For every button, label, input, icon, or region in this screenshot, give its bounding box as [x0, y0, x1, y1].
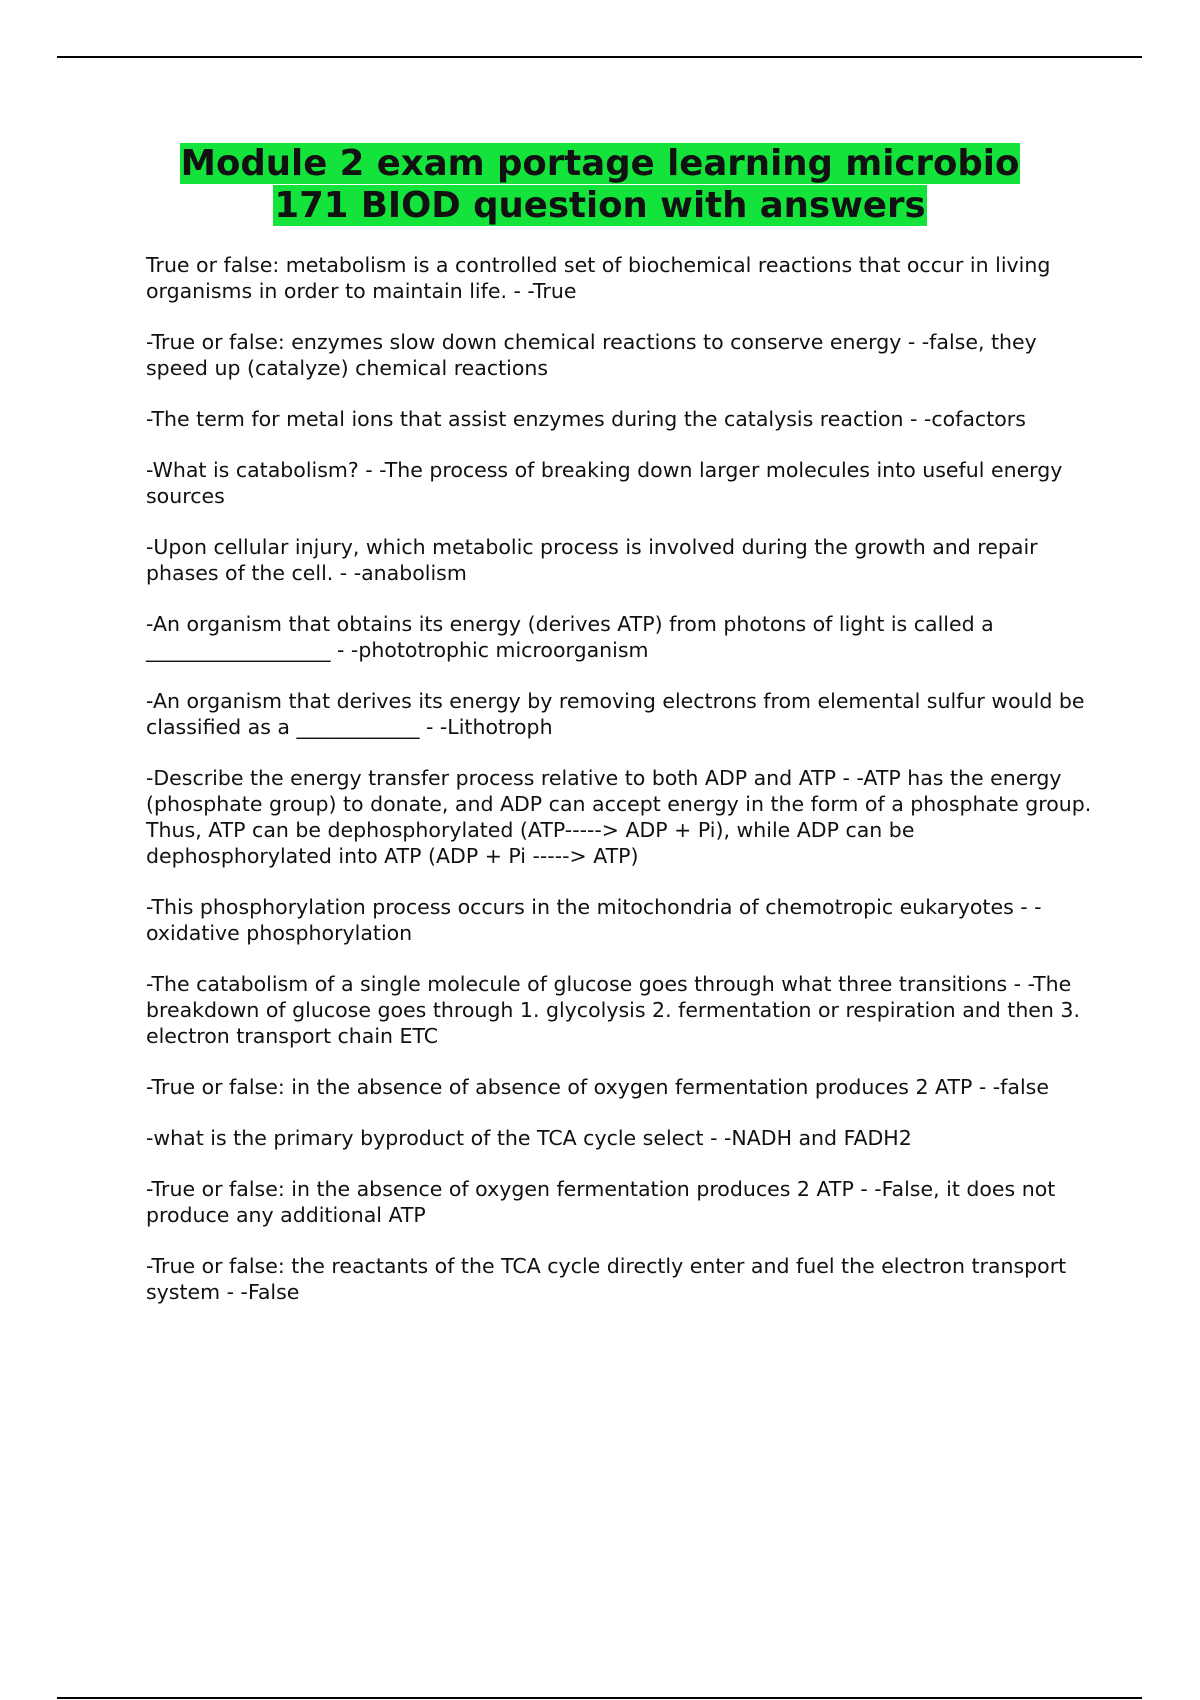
- qa-item: -What is catabolism? - -The process of breaking down larger molecules into useful energy sources: [146, 458, 1063, 508]
- qa-item: -Upon cellular injury, which metabolic process is involved during the growth and repair phases of the cell. - -anabolism: [146, 535, 1038, 585]
- title-line-2: 171 BIOD question with answers: [274, 185, 926, 226]
- document-title: [100, 143, 1100, 227]
- qa-item: -This phosphorylation process occurs in the mitochondria of chemotropic eukaryotes - -oxidative phosphorylation: [146, 895, 1042, 945]
- qa-item: True or false: metabolism is a controlled set of biochemical reactions that occur in living organisms in order to maintain life. - -True: [146, 253, 1051, 303]
- qa-item: -An organism that derives its energy by removing electrons from elemental sulfur would be classified as a ____________ - -Lithotroph: [146, 689, 1085, 739]
- qa-item: -True or false: in the absence of oxygen fermentation produces 2 ATP - -False, it does not produce any additional ATP: [146, 1177, 1056, 1227]
- qa-item: -The term for metal ions that assist enzymes during the catalysis reaction - -cofactors: [146, 407, 1026, 431]
- header-rule: [57, 56, 1142, 58]
- qa-item: -what is the primary byproduct of the TCA cycle select - -NADH and FADH2: [146, 1126, 912, 1150]
- footer-rule: [57, 1697, 1142, 1699]
- qa-item: -True or false: the reactants of the TCA cycle directly enter and fuel the electron transport system - -False: [146, 1254, 1067, 1304]
- title-line-1: Module 2 exam portage learning microbio: [180, 143, 1020, 184]
- qa-item: -The catabolism of a single molecule of glucose goes through what three transitions - -The breakdown of glucose goes through 1. glycolysis 2. fermentation or respiration and then 3. electron transport chain ETC: [146, 972, 1080, 1048]
- qa-item: -True or false: enzymes slow down chemical reactions to conserve energy - -false, they speed up (catalyze) chemical reactions: [146, 330, 1037, 380]
- qa-item: -Describe the energy transfer process relative to both ADP and ATP - -ATP has the energy (phosphate group) to donate, and ADP can accept energy in the form of a phosphate group. Thus, ATP can be dephosphorylated (ATP-----> ADP + Pi), while ADP can be dephosphorylated into ATP (ADP + Pi -----> ATP): [146, 766, 1092, 868]
- question-answer-list: [146, 252, 1096, 1330]
- qa-item: -An organism that obtains its energy (derives ATP) from photons of light is called a __________________ - -phototrophic microorganism: [146, 612, 994, 662]
- qa-item: -True or false: in the absence of absence of oxygen fermentation produces 2 ATP - -false: [146, 1075, 1049, 1099]
